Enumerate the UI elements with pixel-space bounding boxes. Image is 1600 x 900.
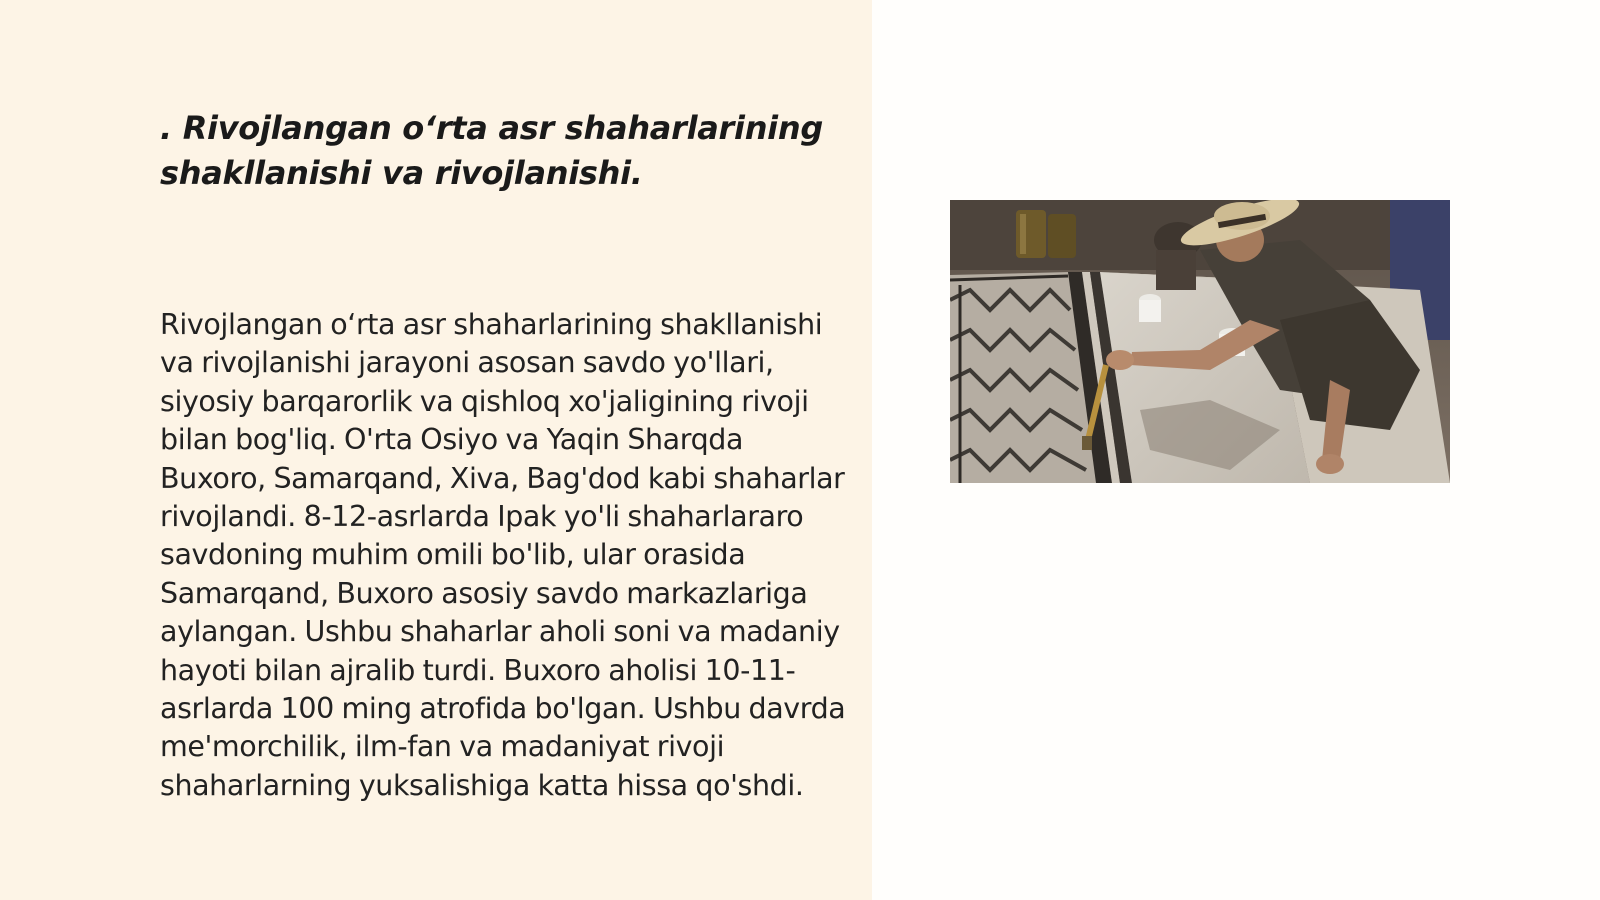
- slide-body-text: Rivojlangan o‘rta asr shaharlarining shakllanishi va rivojlanishi jarayoni asosan savdo yo'llari, siyosiy barqarorlik va qishloq xo'jaligining rivoji bilan bog'liq. O'rta Osiyo va Yaqin Sharqda Buxoro, Samarqand, Xiva, Bag'dod kabi shaharlar rivojlandi. 8-12-asrlarda Ipak yo'li shaharlararo savdoning muhim omili bo'lib, ular orasida Samarqand, Buxoro asosiy savdo markazlariga aylangan. Ushbu shaharlar aholi soni va madaniy hayoti bilan ajralib turdi. Buxoro aholisi 10-11-asrlarda 100 ming atrofida bo'lgan. Ushbu davrda me'morchilik, ilm-fan va madaniyat rivoji shaharlarning yuksalishiga katta hissa qo'shdi.: [160, 308, 846, 802]
- excavation-photo: [950, 200, 1450, 483]
- slide-title: . Rivojlangan o‘rta asr shaharlarining shakllanishi va rivojlanishi.: [160, 109, 823, 192]
